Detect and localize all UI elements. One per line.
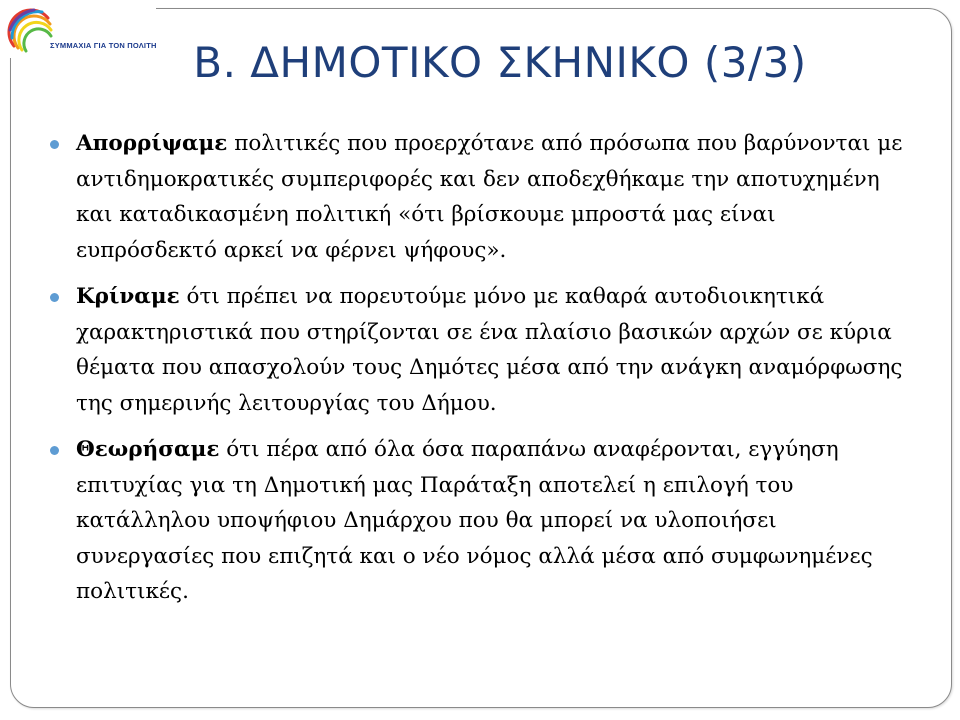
slide-title: Β. ΔΗΜΟΤΙΚΟ ΣΚΗΝΙΚΟ (3/3) [193, 38, 807, 87]
bullet-text: πολιτικές που προερχότανε από πρόσωπα που βαρύνονται με αντιδημοκρατικές συμπεριφορές και δεν αποδεχθήκαμε την αποτυχημένη και καταδικασμένη πολιτική «ότι βρίσκουμε μπροστά μας είναι ευπρόσδεκτό αρκεί να φέρνει ψήφους». [76, 131, 903, 263]
bullet-item [50, 279, 910, 421]
bullet-lead: Κρίναμε [76, 284, 180, 309]
bullet-item [50, 432, 910, 610]
bullet-text: ότι πρέπει να πορευτούμε μόνο με καθαρά αυτοδιοικητικά χαρακτηριστικά που στηρίζονται σε ένα πλαίσιο βασικών αρχών σε κύρια θέματα που απασχολούν τους Δημότες μέσα από την ανάγκη αναμόρφωσης της σημερινής λειτουργίας του Δήμου. [76, 284, 903, 416]
bullet-lead: Θεωρήσαμε [76, 437, 220, 462]
bullet-text: ότι πέρα από όλα όσα παραπάνω αναφέρονται, εγγύηση επιτυχίας για τη Δημοτική μας Παράταξη αποτελεί η επιλογή του κατάλληλου υποψήφιου Δημάρχου που θα μπορεί να υλοποιήσει συνεργασίες που επιζητά και ο νέο νόμος αλλά μέσα από συμφωνημένες πολιτικές. [76, 437, 873, 604]
bullet-list [50, 126, 910, 621]
bullet-dot-icon [50, 293, 59, 302]
bullet-item [50, 126, 910, 268]
bullet-dot-icon [50, 446, 59, 455]
bullet-lead: Απορρίψαμε [76, 131, 228, 156]
bullet-dot-icon [50, 140, 59, 149]
logo-text: ΣΥΜΜΑΧΙΑ ΓΙΑ ΤΟΝ ΠΟΛΙΤΗ [50, 41, 157, 50]
